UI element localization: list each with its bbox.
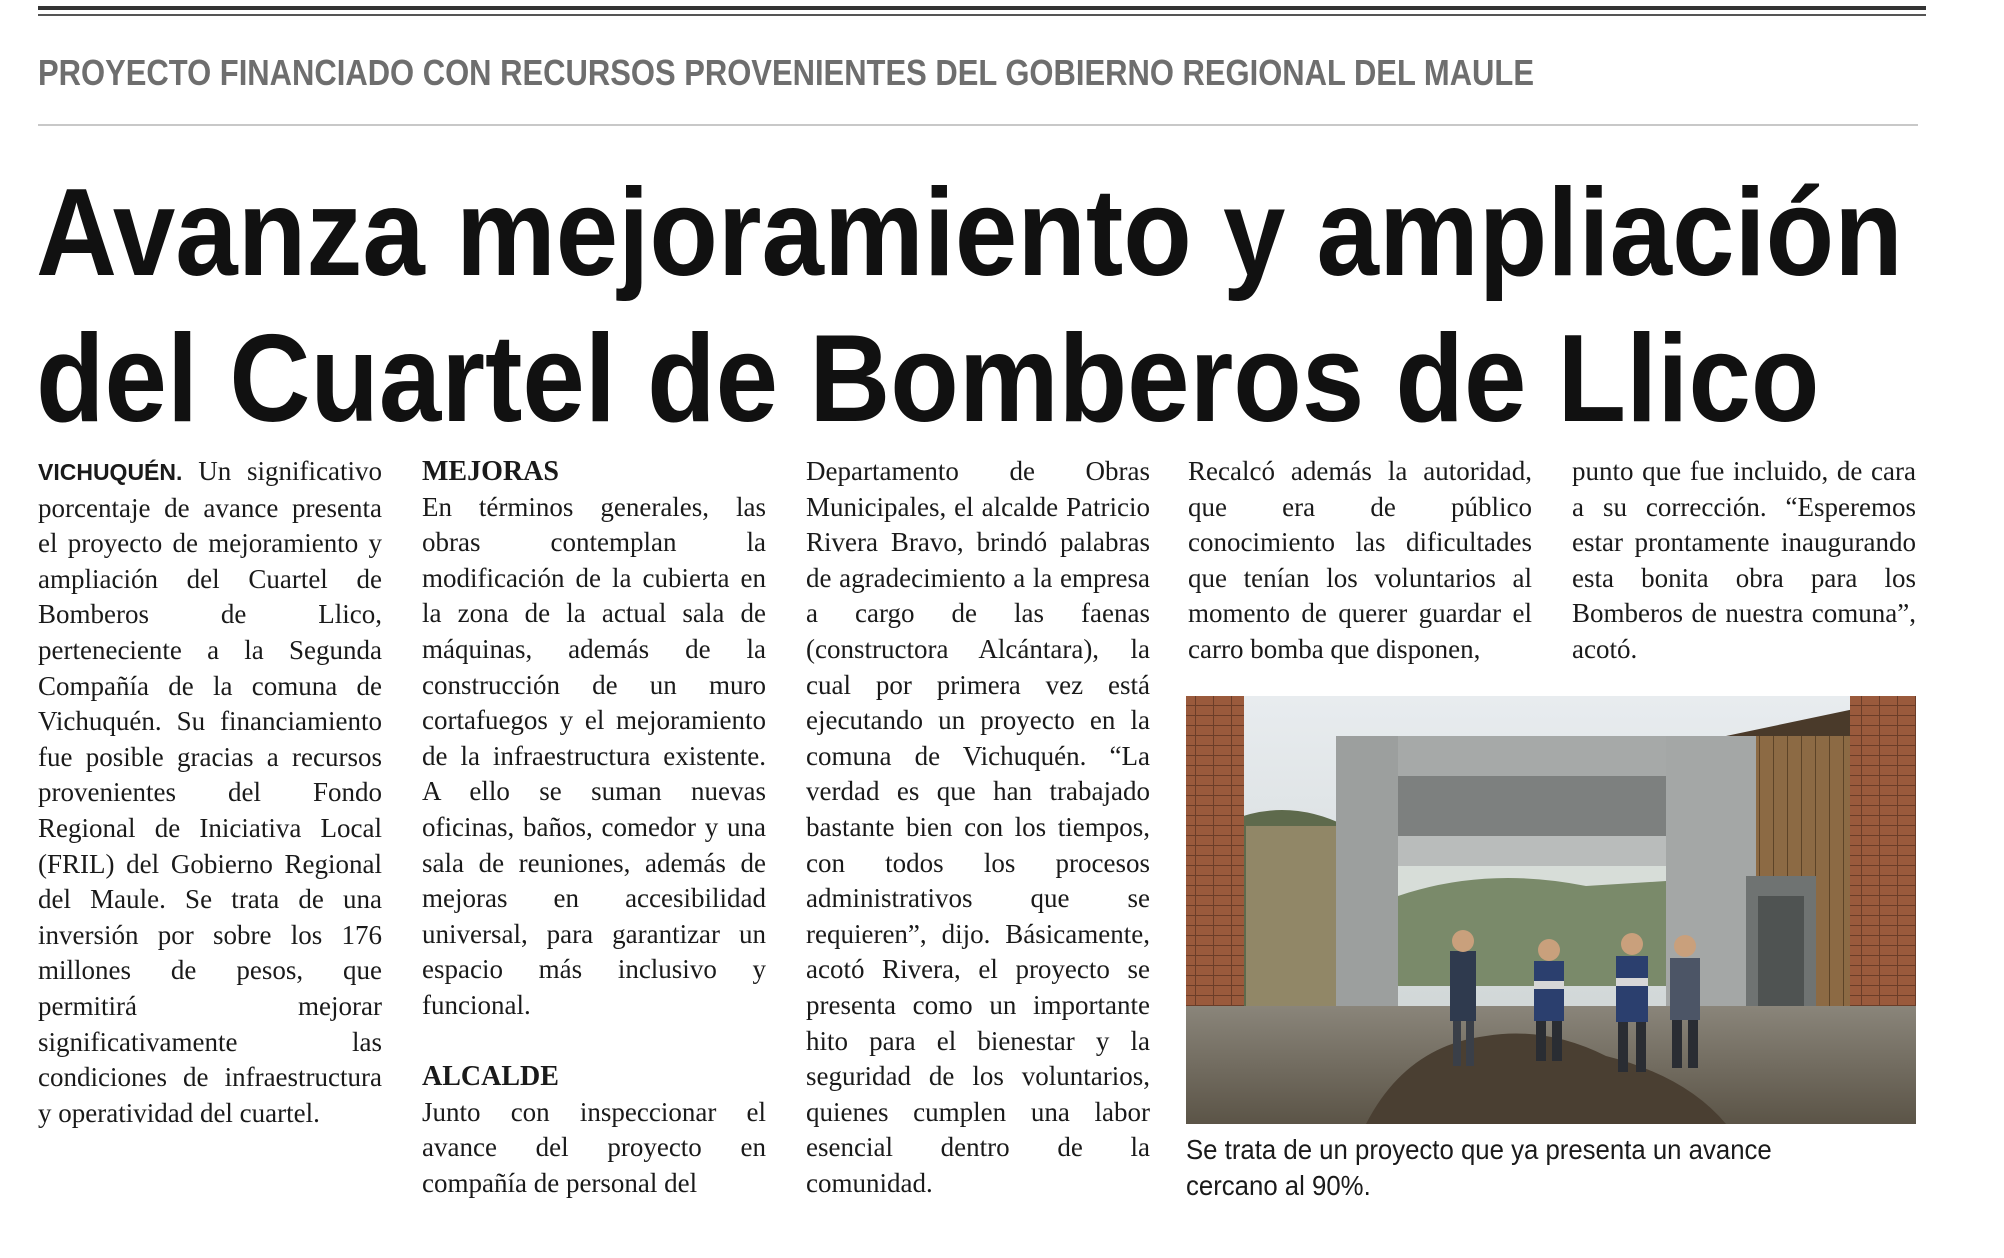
dateline: VICHUQUÉN. <box>38 459 183 485</box>
column-5-text: punto que fue incluido, de cara a su corrección. “Esperemos estar prontamente inaugurando esta bonita obra para los Bomberos de nuestra comuna”, acotó. <box>1572 456 1916 664</box>
column-1-text: Un significativo porcentaje de avance presenta el proyecto de mejoramiento y ampliación del Cuartel de Bomberos de Llico, perteneciente a la Segunda Compañía de la comuna de Vichuquén. Su financiamiento fue posible gracias a recursos provenientes del Fondo Regional de Iniciativa Local (FRIL) del Gobierno Regional del Maule. Se trata de una inversión por sobre los 176 millones de pesos, que permitirá mejorar significativamente las condiciones de infraestructura y operatividad del cuartel. <box>38 456 382 1128</box>
top-rule <box>38 6 1926 10</box>
kicker-divider <box>38 124 1918 126</box>
headline-line-2: del Cuartel de Bomberos de Llico <box>36 310 1820 448</box>
subhead-mejoras: MEJORAS <box>422 456 559 487</box>
article-kicker: PROYECTO FINANCIADO CON RECURSOS PROVENIENTES DEL GOBIERNO REGIONAL DEL MAULE <box>38 52 1534 93</box>
column-3-text: Departamento de Obras Municipales, el alcalde Patricio Rivera Bravo, brindó palabras de agradecimiento a la empresa a cargo de las faenas (constructora Alcántara), la cual por primera vez está ejecutando un proyecto en la comuna de Vichuquén. “La verdad es que han trabajado bastante bien con los tiempos, con todos los procesos administrativos que se requieren”, dijo. Básicamente, acotó Rivera, el proyecto se presenta como un importante hito para el bienestar y la seguridad de los voluntarios, quienes cumplen una labor esencial dentro de la comunidad. <box>806 456 1150 1198</box>
article-column-2 <box>422 454 766 1201</box>
column-2-mejoras-text: En términos generales, las obras contemplan la modificación de la cubierta en la zona de la actual sala de máquinas, además de la construcción de un muro cortafuegos y el mejoramiento de la infraestructura existente. A ello se suman nuevas oficinas, baños, comedor y una sala de reuniones, además de mejoras en accesibilidad universal, para garantizar un espacio más inclusivo y funcional. <box>422 491 766 1020</box>
firehouse-construction-photo <box>1186 696 1916 1124</box>
article-column-3 <box>806 454 1150 1201</box>
subhead-alcalde: ALCALDE <box>422 1061 559 1093</box>
column-2-alcalde-text: Junto con inspeccionar el avance del proyecto en compañía de personal del <box>422 1096 766 1198</box>
headline-line-1: Avanza mejoramiento y ampliación <box>36 164 1903 302</box>
column-4-text: Recalcó además la autoridad, que era de público conocimiento las dificultades que tenían los voluntarios al momento de querer guardar el carro bomba que disponen, <box>1188 456 1532 664</box>
article-column-4 <box>1188 454 1532 668</box>
article-photo <box>1186 696 1916 1124</box>
article-column-1 <box>38 454 382 1131</box>
top-rule-thin <box>38 14 1926 16</box>
photo-caption: Se trata de un proyecto que ya presenta un avance cercano al 90%. <box>1186 1134 1772 1201</box>
article-headline <box>36 160 1903 452</box>
article-column-5 <box>1572 454 1916 668</box>
